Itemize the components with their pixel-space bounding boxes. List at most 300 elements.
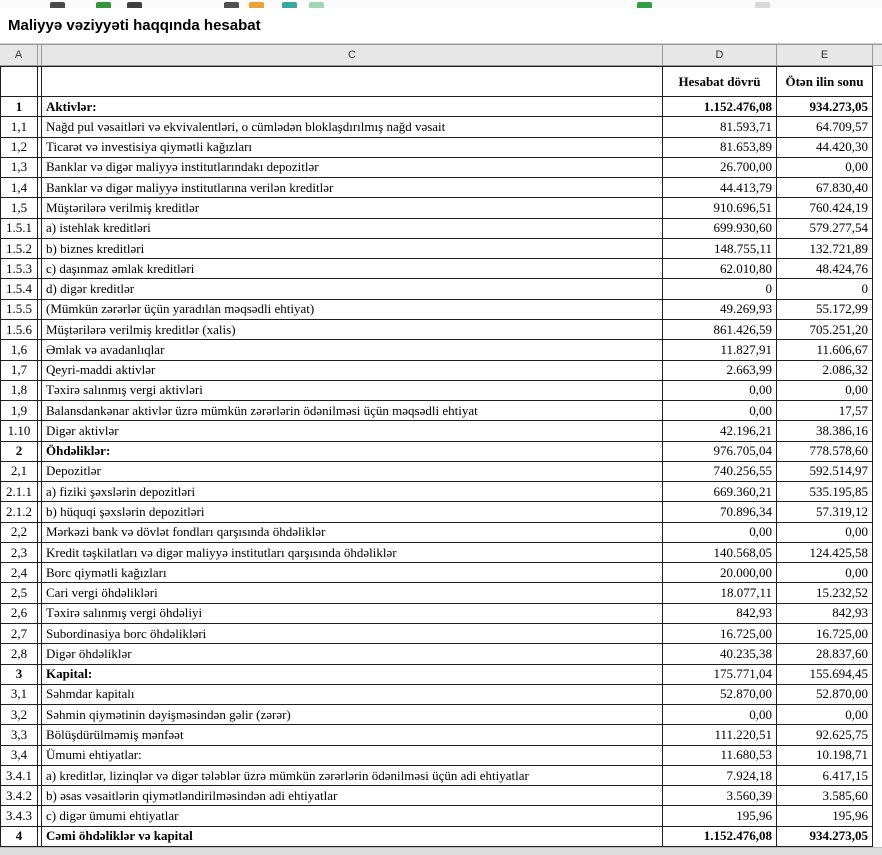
value-current-cell[interactable]: [663, 482, 777, 502]
value-current-cell[interactable]: [663, 279, 777, 299]
row-label-cell[interactable]: [42, 685, 663, 705]
column-header-c[interactable]: C: [42, 45, 663, 65]
value-current-cell-text: 44.413,79: [720, 179, 772, 195]
row-number-cell[interactable]: [0, 259, 38, 279]
row-label-cell[interactable]: [42, 502, 663, 522]
value-current-cell[interactable]: [663, 117, 777, 137]
table-row: [0, 178, 873, 198]
value-previous-cell[interactable]: [777, 644, 873, 664]
row-number-cell[interactable]: [0, 401, 38, 421]
value-previous-cell[interactable]: [777, 442, 873, 462]
value-current-cell[interactable]: [663, 543, 777, 563]
row-label-cell[interactable]: [42, 725, 663, 745]
value-current-cell-text: 140.568,05: [713, 544, 772, 560]
row-number-cell[interactable]: [0, 482, 38, 502]
row-number-cell[interactable]: [0, 786, 38, 806]
value-previous-cell-text: 52.870,00: [816, 686, 868, 702]
value-previous-cell[interactable]: [777, 502, 873, 522]
row-label-cell-text: Balansdankənar aktivlər üzrə mümkün zərərlərin ödənilməsi üçün məqsədli ehtiyat: [46, 402, 478, 418]
row-label-cell-text: Cəmi öhdəliklər və kapital: [46, 828, 193, 844]
table-row: [0, 300, 873, 320]
value-previous-cell[interactable]: [777, 482, 873, 502]
value-current-cell[interactable]: [663, 786, 777, 806]
row-label-cell[interactable]: [42, 117, 663, 137]
row-label-cell[interactable]: [42, 138, 663, 158]
value-previous-cell[interactable]: [777, 320, 873, 340]
value-previous-cell-text: 16.725,00: [816, 625, 868, 641]
value-current-cell[interactable]: [663, 320, 777, 340]
value-current-cell[interactable]: [663, 502, 777, 522]
table-row: [0, 442, 873, 462]
table-row: [0, 746, 873, 766]
row-label-cell[interactable]: [42, 320, 663, 340]
value-previous-cell-text: 0: [861, 281, 868, 297]
row-label-cell-text: (Mümkün zərərlər üçün yaradılan məqsədli ehtiyat): [46, 301, 315, 317]
value-current-cell-text: 0,00: [749, 402, 772, 418]
value-current-cell[interactable]: [663, 239, 777, 259]
table-row: [0, 563, 873, 583]
row-number-cell-text: 3,1: [10, 686, 28, 702]
row-label-cell-text: b) biznes kreditləri: [46, 240, 145, 256]
row-number-cell[interactable]: [0, 239, 38, 259]
value-previous-cell[interactable]: [777, 786, 873, 806]
value-previous-cell-text: 17,57: [838, 402, 868, 418]
row-label-cell-text: a) istehlak kreditləri: [46, 220, 151, 236]
row-label-cell[interactable]: [42, 421, 663, 441]
table-row: [0, 198, 873, 218]
value-previous-cell-text: 3.585,60: [822, 787, 868, 803]
page-title: Maliyyə vəziyyəti haqqında hesabat: [8, 17, 261, 34]
toolbar-icon-3[interactable]: [127, 2, 142, 8]
value-current-cell-text: 70.896,34: [720, 504, 772, 520]
row-label-cell[interactable]: [42, 482, 663, 502]
row-label-cell[interactable]: [42, 583, 663, 603]
row-number-cell[interactable]: [0, 178, 38, 198]
row-label-cell[interactable]: [42, 361, 663, 381]
value-current-cell-text: 42.196,21: [720, 422, 772, 438]
value-current-cell[interactable]: [663, 219, 777, 239]
value-previous-cell[interactable]: [777, 300, 873, 320]
row-number-cell[interactable]: [0, 624, 38, 644]
row-number-cell[interactable]: [0, 502, 38, 522]
value-previous-cell-text: 0,00: [845, 382, 868, 398]
value-previous-cell[interactable]: [777, 523, 873, 543]
row-label-cell-text: Digər aktivlər: [46, 422, 119, 438]
table-row: [0, 583, 873, 603]
value-previous-cell[interactable]: [777, 583, 873, 603]
value-previous-cell-text: 48.424,76: [816, 260, 868, 276]
value-current-cell[interactable]: [663, 766, 777, 786]
value-current-cell[interactable]: [663, 381, 777, 401]
value-current-cell[interactable]: [663, 604, 777, 624]
toolbar-icon-5[interactable]: [249, 2, 264, 8]
row-label-cell-text: Əmlak və avadanlıqlar: [46, 341, 165, 357]
row-label-cell[interactable]: [42, 644, 663, 664]
value-current-cell[interactable]: [663, 624, 777, 644]
row-number-cell-text: 1,9: [10, 402, 28, 418]
value-current-cell-text: 0,00: [749, 706, 772, 722]
value-current-cell-text: 195,96: [736, 808, 772, 824]
row-label-cell-text: Subordinasiya borc öhdəlikləri: [46, 625, 207, 641]
table-row: [0, 138, 873, 158]
toolbar-icon-8[interactable]: [637, 2, 652, 8]
row-label-cell-text: Banklar və digər maliyyə institutlarına verilən kreditlər: [46, 179, 334, 195]
row-number-cell[interactable]: [0, 300, 38, 320]
value-previous-cell[interactable]: [777, 685, 873, 705]
value-previous-cell[interactable]: [777, 401, 873, 421]
table-row: [0, 259, 873, 279]
row-number-cell-text: 1.5.3: [6, 260, 32, 276]
table-body: [0, 97, 873, 847]
value-current-cell[interactable]: [663, 361, 777, 381]
toolbar-icon-7[interactable]: [309, 2, 324, 8]
header-current-period[interactable]: Hesabat dövrü: [663, 66, 777, 97]
value-current-cell[interactable]: [663, 198, 777, 218]
row-label-cell-text: Səhmdar kapitalı: [46, 686, 135, 702]
value-previous-cell-text: 705.251,20: [809, 321, 868, 337]
row-number-cell[interactable]: [0, 604, 38, 624]
row-label-cell[interactable]: [42, 259, 663, 279]
value-previous-cell[interactable]: [777, 827, 873, 847]
value-current-cell[interactable]: [663, 462, 777, 482]
value-current-cell[interactable]: [663, 827, 777, 847]
row-number-cell-text: 1.5.1: [6, 220, 32, 236]
value-current-cell-text: 81.653,89: [720, 139, 772, 155]
value-previous-cell-text: 760.424,19: [809, 199, 868, 215]
value-previous-cell[interactable]: [777, 361, 873, 381]
row-label-cell[interactable]: [42, 401, 663, 421]
table-row: [0, 219, 873, 239]
row-number-cell[interactable]: [0, 279, 38, 299]
row-number-cell[interactable]: [0, 421, 38, 441]
table-row: [0, 340, 873, 360]
value-current-cell[interactable]: [663, 158, 777, 178]
row-label-cell-text: a) fiziki şəxslərin depozitləri: [46, 483, 196, 499]
value-previous-cell[interactable]: [777, 725, 873, 745]
row-number-cell[interactable]: [0, 198, 38, 218]
toolbar-icon-6[interactable]: [282, 2, 297, 8]
row-label-cell[interactable]: [42, 766, 663, 786]
value-current-cell-text: 16.725,00: [720, 625, 772, 641]
row-label-cell-text: c) digər ümumi ehtiyatlar: [46, 808, 179, 824]
row-label-cell[interactable]: [42, 705, 663, 725]
row-label-cell[interactable]: [42, 219, 663, 239]
column-header-a[interactable]: A: [0, 45, 38, 65]
row-number-cell-text: 2,4: [10, 564, 28, 580]
value-current-cell[interactable]: [663, 523, 777, 543]
row-number-cell[interactable]: [0, 806, 38, 826]
value-previous-cell-text: 11.606,67: [816, 341, 868, 357]
header-empty-c[interactable]: [42, 66, 663, 97]
row-number-cell[interactable]: [0, 381, 38, 401]
row-number-cell[interactable]: [0, 158, 38, 178]
row-number-cell[interactable]: [0, 97, 38, 117]
header-previous-year[interactable]: Ötən ilin sonu: [777, 66, 873, 97]
value-current-cell[interactable]: [663, 401, 777, 421]
row-label-cell-text: b) hüquqi şəxslərin depozitləri: [46, 504, 205, 520]
value-previous-cell-text: 535.195,85: [809, 483, 868, 499]
value-previous-cell[interactable]: [777, 543, 873, 563]
value-previous-cell-text: 28.837,60: [816, 645, 868, 661]
table-row: [0, 685, 873, 705]
row-label-cell[interactable]: [42, 786, 663, 806]
value-current-cell-text: 669.360,21: [713, 483, 772, 499]
row-label-cell-text: Digər öhdəliklər: [46, 645, 132, 661]
value-current-cell[interactable]: [663, 97, 777, 117]
value-current-cell-text: 1.152.476,08: [703, 828, 772, 844]
value-current-cell[interactable]: [663, 644, 777, 664]
value-current-cell[interactable]: [663, 685, 777, 705]
row-number-cell-text: 3: [15, 666, 23, 682]
value-current-cell[interactable]: [663, 806, 777, 826]
value-current-cell-text: 11.680,53: [720, 747, 772, 763]
value-previous-cell-text: 195,96: [832, 808, 868, 824]
row-number-cell-text: 1.5.4: [6, 281, 32, 297]
row-number-cell[interactable]: [0, 340, 38, 360]
value-previous-cell[interactable]: [777, 766, 873, 786]
row-number-cell[interactable]: [0, 543, 38, 563]
table-row: [0, 543, 873, 563]
value-current-cell[interactable]: [663, 665, 777, 685]
row-number-cell-text: 1,8: [10, 382, 28, 398]
row-label-cell[interactable]: [42, 97, 663, 117]
row-number-cell[interactable]: [0, 442, 38, 462]
row-number-cell[interactable]: [0, 462, 38, 482]
value-current-cell[interactable]: [663, 178, 777, 198]
value-previous-cell-text: 934.273,05: [809, 98, 868, 114]
row-label-cell-text: Ticarət və investisiya qiymətli kağızları: [46, 139, 253, 155]
value-previous-cell[interactable]: [777, 421, 873, 441]
value-current-cell-text: 699.930,60: [713, 220, 772, 236]
value-previous-cell[interactable]: [777, 138, 873, 158]
row-label-cell-text: Səhmin qiymətinin dəyişməsindən gəlir (zərər): [46, 706, 291, 722]
row-label-cell[interactable]: [42, 442, 663, 462]
value-current-cell-text: 26.700,00: [720, 159, 772, 175]
value-current-cell[interactable]: [663, 442, 777, 462]
table-header-row: [0, 66, 873, 97]
value-current-cell[interactable]: [663, 421, 777, 441]
row-number-cell-text: 1,1: [10, 118, 28, 134]
value-previous-cell[interactable]: [777, 624, 873, 644]
value-current-cell[interactable]: [663, 340, 777, 360]
row-number-cell-text: 2: [15, 443, 23, 459]
row-label-cell[interactable]: [42, 158, 663, 178]
value-previous-cell[interactable]: [777, 259, 873, 279]
row-number-cell-text: 2,2: [10, 524, 28, 540]
value-previous-cell[interactable]: [777, 239, 873, 259]
row-label-cell-text: d) digər kreditlər: [46, 281, 135, 297]
value-previous-cell[interactable]: [777, 806, 873, 826]
column-header-e[interactable]: E: [777, 45, 873, 65]
row-label-cell[interactable]: [42, 624, 663, 644]
row-label-cell-text: c) daşınmaz əmlak kreditləri: [46, 260, 195, 276]
value-previous-cell[interactable]: [777, 198, 873, 218]
row-label-cell[interactable]: [42, 300, 663, 320]
value-current-cell-text: 740.256,55: [713, 463, 772, 479]
value-previous-cell-text: 592.514,97: [809, 463, 868, 479]
value-previous-cell[interactable]: [777, 340, 873, 360]
value-previous-cell-text: 579.277,54: [809, 220, 868, 236]
value-current-cell[interactable]: [663, 583, 777, 603]
row-label-cell-text: Müştərilərə verilmiş kreditlər (xalis): [46, 321, 236, 337]
value-previous-cell[interactable]: [777, 462, 873, 482]
row-number-cell-text: 1,5: [10, 199, 28, 215]
table-row: [0, 97, 873, 117]
value-current-cell-text: 861.426,59: [713, 321, 772, 337]
value-current-cell-text: 3.560,39: [726, 787, 772, 803]
value-previous-cell[interactable]: [777, 178, 873, 198]
row-number-cell[interactable]: [0, 705, 38, 725]
value-current-cell[interactable]: [663, 746, 777, 766]
row-label-cell[interactable]: [42, 827, 663, 847]
row-number-cell[interactable]: [0, 685, 38, 705]
value-previous-cell[interactable]: [777, 158, 873, 178]
value-previous-cell-text: 778.578,60: [809, 443, 868, 459]
value-previous-cell[interactable]: [777, 746, 873, 766]
row-number-cell[interactable]: [0, 138, 38, 158]
title-cell[interactable]: [0, 8, 882, 44]
value-current-cell[interactable]: [663, 563, 777, 583]
value-previous-cell[interactable]: [777, 219, 873, 239]
row-label-cell[interactable]: [42, 523, 663, 543]
table-row: [0, 239, 873, 259]
row-label-cell[interactable]: [42, 381, 663, 401]
row-number-cell[interactable]: [0, 827, 38, 847]
row-label-cell-text: Təxirə salınmış vergi öhdəliyi: [46, 605, 203, 621]
row-label-cell[interactable]: [42, 178, 663, 198]
value-previous-cell-text: 44.420,30: [816, 139, 868, 155]
row-label-cell[interactable]: [42, 340, 663, 360]
row-label-cell-text: Kapital:: [46, 666, 93, 682]
row-label-cell[interactable]: [42, 665, 663, 685]
table-row: [0, 725, 873, 745]
row-number-cell-text: 1.5.6: [6, 321, 32, 337]
row-number-cell[interactable]: [0, 361, 38, 381]
row-number-cell[interactable]: [0, 320, 38, 340]
row-label-cell[interactable]: [42, 806, 663, 826]
row-label-cell[interactable]: [42, 563, 663, 583]
row-number-cell-text: 1,4: [10, 179, 28, 195]
value-current-cell[interactable]: [663, 138, 777, 158]
value-previous-cell-text: 10.198,71: [816, 747, 868, 763]
value-previous-cell[interactable]: [777, 117, 873, 137]
row-number-cell[interactable]: [0, 583, 38, 603]
value-current-cell[interactable]: [663, 259, 777, 279]
row-number-cell[interactable]: [0, 563, 38, 583]
row-label-cell-text: Müştərilərə verilmiş kreditlər: [46, 199, 200, 215]
value-current-cell-text: 0,00: [749, 382, 772, 398]
column-header-filler: [873, 45, 882, 65]
row-number-cell[interactable]: [0, 523, 38, 543]
table-row: [0, 604, 873, 624]
value-current-cell-text: 0: [765, 281, 772, 297]
toolbar-icon-9[interactable]: [755, 2, 770, 8]
value-previous-cell-text: 55.172,99: [816, 301, 868, 317]
value-previous-cell-text: 124.425,58: [809, 544, 868, 560]
row-label-cell[interactable]: [42, 543, 663, 563]
row-number-cell[interactable]: [0, 219, 38, 239]
table-row: [0, 421, 873, 441]
table-row: [0, 624, 873, 644]
value-previous-cell[interactable]: [777, 604, 873, 624]
value-previous-cell-text: 15.232,52: [816, 585, 868, 601]
row-number-cell-text: 1,3: [10, 159, 28, 175]
row-label-cell[interactable]: [42, 198, 663, 218]
row-number-cell-text: 2,8: [10, 645, 28, 661]
table-row: [0, 279, 873, 299]
value-current-cell-text: 976.705,04: [713, 443, 772, 459]
table-row: [0, 401, 873, 421]
row-label-cell[interactable]: [42, 604, 663, 624]
value-current-cell-text: 40.235,38: [720, 645, 772, 661]
sheet-grid: [0, 66, 873, 847]
value-current-cell-text: 20.000,00: [720, 564, 772, 580]
table-row: [0, 705, 873, 725]
toolbar-icon-1[interactable]: [50, 2, 65, 8]
table-row: [0, 482, 873, 502]
row-number-cell-text: 1.10: [7, 422, 31, 438]
value-previous-cell-text: 0,00: [845, 706, 868, 722]
table-row: [0, 766, 873, 786]
value-previous-cell[interactable]: [777, 97, 873, 117]
value-previous-cell-text: 155.694,45: [809, 666, 868, 682]
value-previous-cell-text: 6.417,15: [822, 767, 868, 783]
table-row: [0, 117, 873, 137]
row-label-cell[interactable]: [42, 746, 663, 766]
value-current-cell-text: 842,93: [736, 605, 772, 621]
value-previous-cell[interactable]: [777, 705, 873, 725]
row-label-cell-text: Banklar və digər maliyyə institutlarındakı depozitlər: [46, 159, 319, 175]
row-label-cell-text: Öhdəliklər:: [46, 443, 111, 459]
value-current-cell-text: 0,00: [749, 524, 772, 540]
row-label-cell-text: Depozitlər: [46, 463, 101, 479]
value-previous-cell[interactable]: [777, 665, 873, 685]
row-label-cell-text: Ümumi ehtiyatlar:: [46, 747, 142, 763]
row-number-cell[interactable]: [0, 746, 38, 766]
value-current-cell[interactable]: [663, 300, 777, 320]
row-label-cell[interactable]: [42, 462, 663, 482]
value-current-cell-text: 148.755,11: [713, 240, 772, 256]
row-number-cell-text: 2,1: [10, 463, 28, 479]
toolbar-icon-2[interactable]: [96, 2, 111, 8]
value-previous-cell-text: 934.273,05: [809, 828, 868, 844]
table-row: [0, 361, 873, 381]
header-empty-a[interactable]: [0, 66, 38, 97]
value-previous-cell[interactable]: [777, 563, 873, 583]
row-number-cell[interactable]: [0, 117, 38, 137]
toolbar-icon-4[interactable]: [224, 2, 239, 8]
value-previous-cell-text: 64.709,57: [816, 118, 868, 134]
row-number-cell[interactable]: [0, 665, 38, 685]
sheet-right-gap: [873, 66, 882, 847]
row-label-cell[interactable]: [42, 279, 663, 299]
row-number-cell-text: 2,6: [10, 605, 28, 621]
row-label-cell-text: Nağd pul vəsaitləri və ekvivalentləri, o cümlədən bloklaşdırılmış nağd vəsait: [46, 118, 446, 134]
row-label-cell[interactable]: [42, 239, 663, 259]
value-previous-cell[interactable]: [777, 279, 873, 299]
value-current-cell[interactable]: [663, 725, 777, 745]
row-label-cell-text: Təxirə salınmış vergi aktivləri: [46, 382, 203, 398]
row-number-cell[interactable]: [0, 725, 38, 745]
toolbar: [0, 0, 882, 8]
value-current-cell[interactable]: [663, 705, 777, 725]
row-number-cell-text: 2,3: [10, 544, 28, 560]
row-number-cell[interactable]: [0, 766, 38, 786]
column-header-d[interactable]: D: [663, 45, 777, 65]
value-previous-cell[interactable]: [777, 381, 873, 401]
row-number-cell[interactable]: [0, 644, 38, 664]
row-label-cell-text: Borc qiymətli kağızları: [46, 564, 167, 580]
